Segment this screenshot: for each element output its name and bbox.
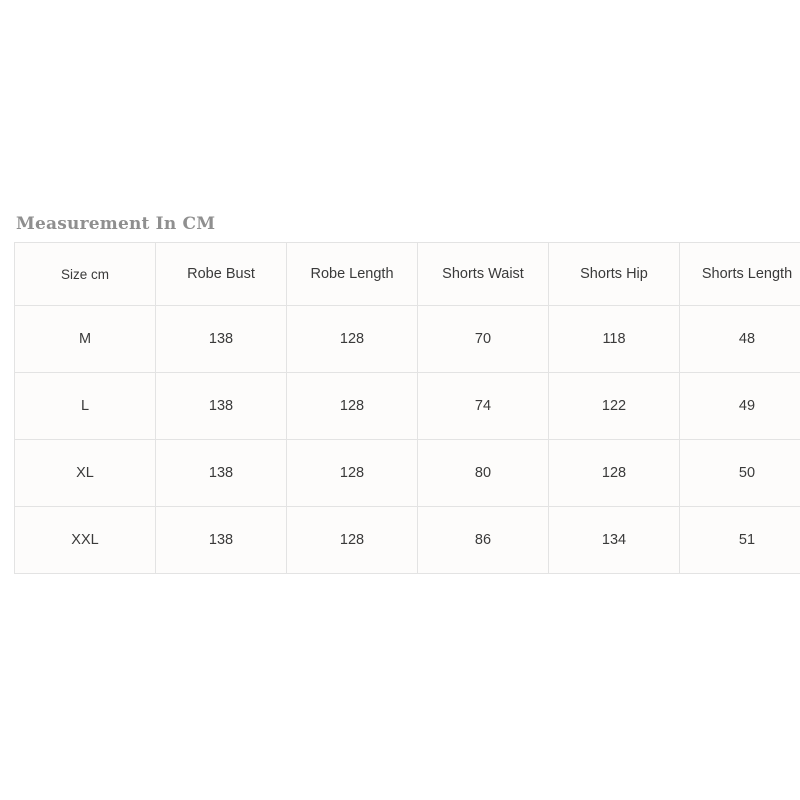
cell-robe-length: 128 xyxy=(287,306,418,373)
cell-shorts-hip: 122 xyxy=(549,373,680,440)
table-row xyxy=(15,440,800,507)
column-header-size: Size cm xyxy=(15,243,156,306)
table-row xyxy=(15,306,800,373)
column-header-shorts-waist: Shorts Waist xyxy=(418,243,549,306)
cell-size: XL xyxy=(15,440,156,507)
table-row xyxy=(15,373,800,440)
column-header-shorts-length: Shorts Length xyxy=(680,243,800,306)
cell-size: M xyxy=(15,306,156,373)
cell-shorts-waist: 86 xyxy=(418,507,549,574)
cell-robe-length: 128 xyxy=(287,507,418,574)
cell-robe-bust: 138 xyxy=(156,306,287,373)
column-header-robe-bust: Robe Bust xyxy=(156,243,287,306)
cell-robe-bust: 138 xyxy=(156,507,287,574)
size-chart-block xyxy=(14,214,793,574)
table-row xyxy=(15,507,800,574)
cell-shorts-hip: 134 xyxy=(549,507,680,574)
cell-shorts-waist: 74 xyxy=(418,373,549,440)
cell-robe-bust: 138 xyxy=(156,373,287,440)
cell-robe-length: 128 xyxy=(287,373,418,440)
column-header-shorts-hip: Shorts Hip xyxy=(549,243,680,306)
page-title: Measurement In CM xyxy=(16,214,216,234)
cell-size: XXL xyxy=(15,507,156,574)
cell-shorts-length: 49 xyxy=(680,373,800,440)
cell-shorts-length: 51 xyxy=(680,507,800,574)
cell-robe-bust: 138 xyxy=(156,440,287,507)
cell-shorts-length: 48 xyxy=(680,306,800,373)
cell-shorts-waist: 70 xyxy=(418,306,549,373)
size-measurement-table xyxy=(14,242,800,574)
cell-size: L xyxy=(15,373,156,440)
table-header-row xyxy=(15,243,800,306)
cell-shorts-waist: 80 xyxy=(418,440,549,507)
column-header-robe-length: Robe Length xyxy=(287,243,418,306)
cell-shorts-hip: 118 xyxy=(549,306,680,373)
cell-shorts-length: 50 xyxy=(680,440,800,507)
cell-shorts-hip: 128 xyxy=(549,440,680,507)
cell-robe-length: 128 xyxy=(287,440,418,507)
